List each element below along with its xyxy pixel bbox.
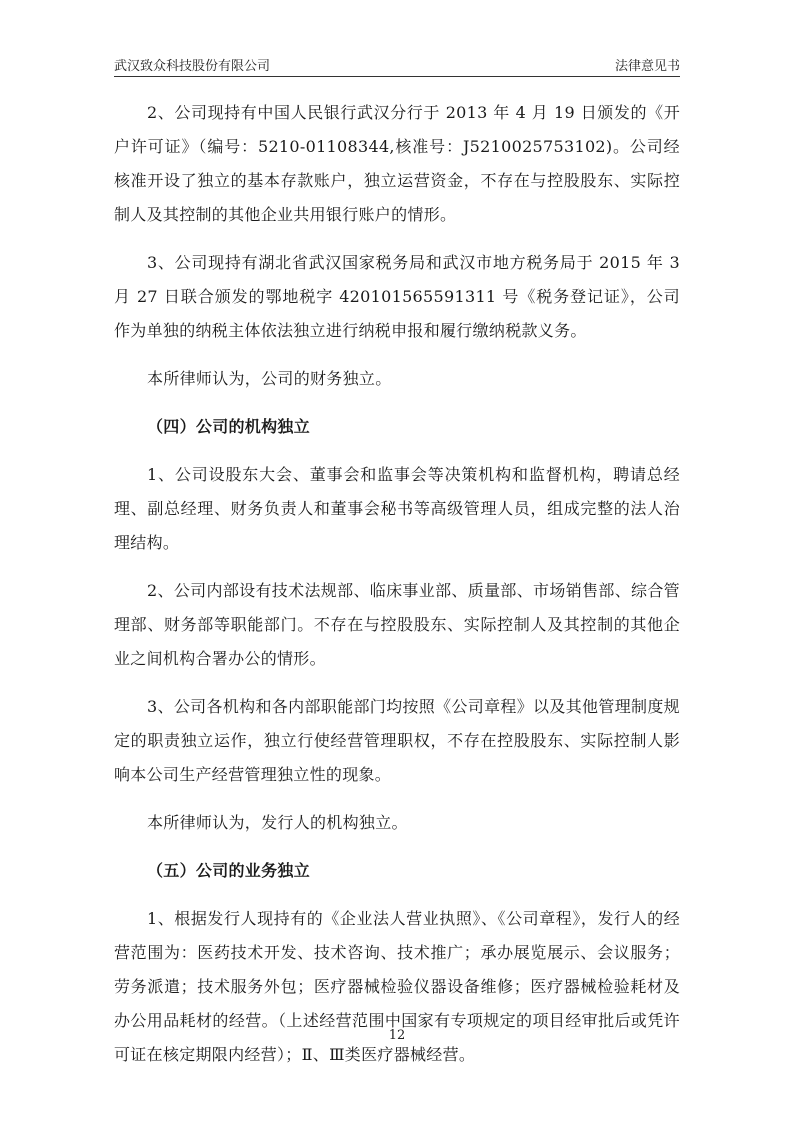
paragraph: 本所律师认为，公司的财务独立。 <box>147 369 392 388</box>
section-heading: （四）公司的机构独立 <box>147 417 311 436</box>
page-number: 12 <box>388 1028 406 1043</box>
header-doc-type: 法律意见书 <box>614 59 680 74</box>
paragraph: 1、根据发行人现持有的《企业法人营业执照》、《公司章程》，发行人的经营范围为：医药技术开发、技术咨询、技术推广；承办展览展示、会议服务；劳务派遣；技术服务外包；医疗器械检验仪器设备维修；医疗器械检验耗材及办公用品耗材的经营。（上述经营范围中国家有专项规定的项目经审批后或凭许可证在核定期限内经营）；Ⅱ、Ⅲ类医疗器械经营。 <box>114 909 680 1064</box>
header-company: 武汉致众科技股份有限公司 <box>114 59 271 74</box>
document-body <box>114 96 680 1086</box>
paragraph: 本所律师认为，发行人的机构独立。 <box>147 813 408 832</box>
paragraph: 3、公司现持有湖北省武汉国家税务局和武汉市地方税务局于 2015 年 3 月 27 日联合颁发的鄂地税字 420101565591311 号《税务登记证》，公司作为单独的纳税主体依法独立进行纳税申报和履行缴纳税款义务。 <box>114 253 680 340</box>
paragraph: 2、公司现持有中国人民银行武汉分行于 2013 年 4 月 19 日颁发的《开户许可证》（编号：5210-01108344,核准号：J5210025753102)。公司经核准开设了独立的基本存款账户，独立运营资金，不存在与控股股东、实际控制人及其控制的其他企业共用银行账户的情形。 <box>114 103 680 224</box>
paragraph: 2、公司内部设有技术法规部、临床事业部、质量部、市场销售部、综合管理部、财务部等职能部门。不存在与控股股东、实际控制人及其控制的其他企业之间机构合署办公的情形。 <box>114 581 680 668</box>
header-rule <box>114 76 680 77</box>
page-header <box>114 52 680 74</box>
section-heading: （五）公司的业务独立 <box>147 861 311 880</box>
paragraph: 3、公司各机构和各内部职能部门均按照《公司章程》以及其他管理制度规定的职责独立运作，独立行使经营管理职权，不存在控股股东、实际控制人影响本公司生产经营管理独立性的现象。 <box>114 697 680 784</box>
paragraph: 1、公司设股东大会、董事会和监事会等决策机构和监督机构，聘请总经理、副总经理、财务负责人和董事会秘书等高级管理人员，组成完整的法人治理结构。 <box>114 465 680 552</box>
